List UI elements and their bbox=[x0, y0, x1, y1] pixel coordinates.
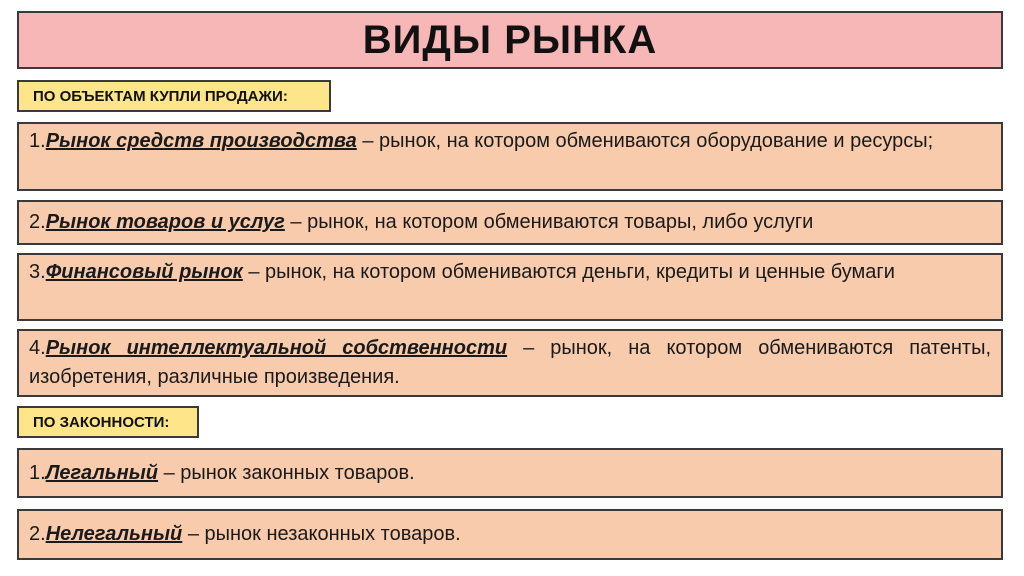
item-number: 2. bbox=[29, 523, 46, 545]
list-item-legal bbox=[17, 448, 1003, 498]
section-label-objects bbox=[17, 80, 331, 112]
item-description: – рынок, на котором обмениваются оборудование и ресурсы; bbox=[356, 130, 934, 152]
item-description: – рынок законных товаров. bbox=[158, 461, 415, 484]
list-item-goods-services bbox=[17, 200, 1003, 245]
item-description: – рынок, на котором обмениваются деньги, кредиты и ценные бумаги bbox=[242, 261, 895, 283]
list-item-illegal bbox=[17, 509, 1003, 560]
list-item-financial-market bbox=[17, 253, 1003, 321]
item-number: 2. bbox=[29, 211, 46, 233]
item-term: Рынок средств производства bbox=[45, 130, 357, 152]
item-term: Рынок товаров и услуг bbox=[45, 211, 285, 233]
list-item-intellectual-property bbox=[17, 329, 1003, 397]
item-number: 1. bbox=[29, 461, 46, 484]
item-description: – рынок, на котором обмениваются патенты, изобретения, различные произведения. bbox=[29, 337, 991, 388]
title-banner bbox=[17, 11, 1003, 69]
section-label-text: ПО ЗАКОННОСТИ: bbox=[33, 413, 170, 431]
item-term: Финансовый рынок bbox=[45, 261, 243, 283]
page-title: ВИДЫ РЫНКА bbox=[362, 17, 658, 62]
item-number: 3. bbox=[29, 261, 46, 283]
list-item-means-of-production bbox=[17, 122, 1003, 191]
item-term: Легальный bbox=[45, 461, 159, 484]
section-label-text: ПО ОБЪЕКТАМ КУПЛИ ПРОДАЖИ: bbox=[33, 87, 288, 105]
item-term: Рынок интеллектуальной собственности bbox=[45, 337, 508, 359]
item-term: Нелегальный bbox=[45, 523, 183, 545]
item-number: 1. bbox=[29, 130, 46, 152]
item-description: – рынок незаконных товаров. bbox=[182, 523, 461, 545]
section-label-legality bbox=[17, 406, 199, 438]
item-description: – рынок, на котором обмениваются товары, либо услуги bbox=[284, 211, 814, 233]
item-number: 4. bbox=[29, 337, 46, 359]
